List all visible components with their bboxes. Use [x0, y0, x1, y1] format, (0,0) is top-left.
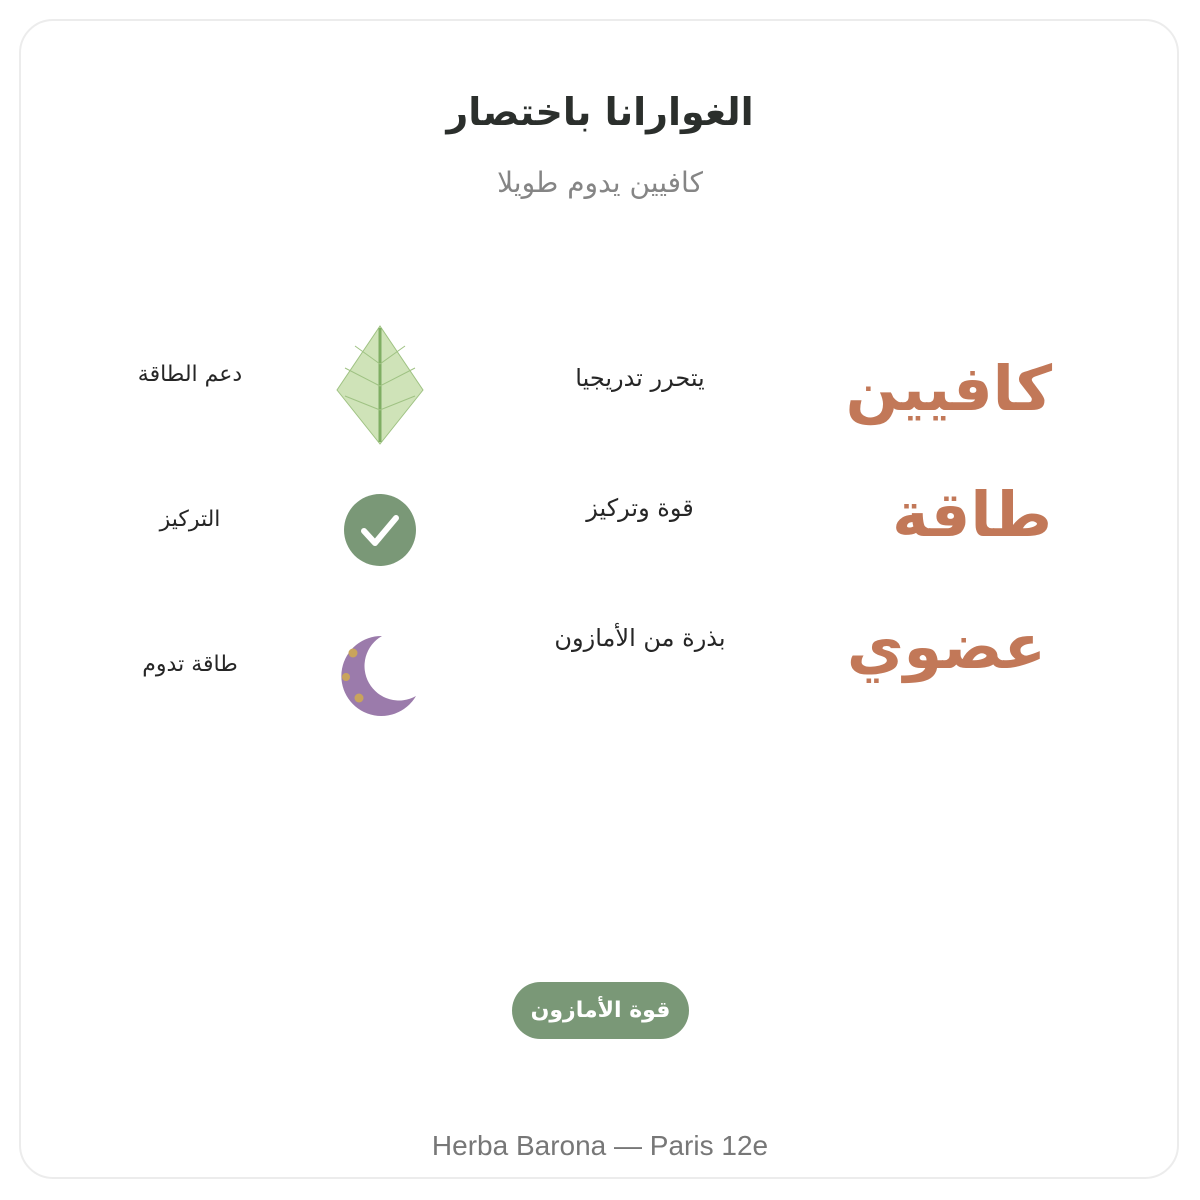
feature-label-focus: التركيز — [159, 507, 221, 532]
page-title: الغوارانا باختصار — [446, 90, 754, 134]
feature-keyword-energy: طاقة — [892, 478, 1052, 551]
amazon-power-button[interactable]: قوة الأمازون — [512, 982, 689, 1039]
feature-keyword-caffeine: كافيين — [845, 352, 1052, 425]
footer-text: Herba Barona — Paris 12e — [431, 1130, 769, 1161]
feature-label-lasting-energy: طاقة تدوم — [142, 652, 238, 677]
feature-description-caffeine: يتحرر تدريجيا — [575, 364, 705, 392]
feature-label-energy-support: دعم الطاقة — [137, 362, 243, 387]
feature-description-energy: قوة وتركيز — [586, 494, 694, 522]
page-subtitle: كافيين يدوم طويلا — [497, 166, 703, 199]
feature-keyword-organic: عضوي — [846, 610, 1046, 683]
leaf-icon — [335, 324, 425, 450]
crescent-moon-icon — [338, 634, 418, 720]
check-circle-icon — [344, 494, 416, 570]
feature-description-organic: بذرة من الأمازون — [554, 624, 726, 652]
